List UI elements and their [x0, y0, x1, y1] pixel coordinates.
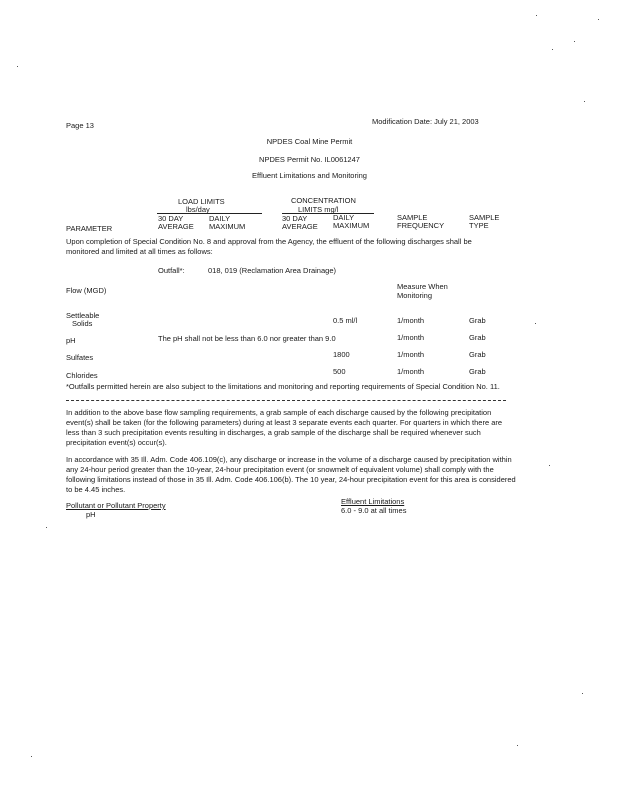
- col-load-daily-line1: DAILY: [209, 214, 231, 223]
- section-subtitle: Effluent Limitations and Monitoring: [252, 171, 367, 180]
- intro-text: Upon completion of Special Condition No. 8 and approval from the Agency, the effluent of the following discharges shall be monitored and limited at all times as follows:: [66, 237, 472, 256]
- outfall-label: Outfall*:: [158, 266, 185, 275]
- outfall-footnote: *Outfalls permitted herein are also subject to the limitations and monitoring and reporting requirements of Special Condition No. 11.: [66, 382, 500, 391]
- col-load-30day-line1: 30 DAY: [158, 214, 184, 223]
- row-settleable-param-line1: Settleable: [66, 311, 100, 320]
- row-sulfates-freq: 1/month: [397, 350, 425, 359]
- col-conc-daily-line2: MAXIMUM: [333, 221, 370, 230]
- row-ph-freq: 1/month: [397, 333, 425, 342]
- row-chlorides-type: Grab: [469, 367, 486, 376]
- row-chlorides-freq: 1/month: [397, 367, 425, 376]
- permit-number: NPDES Permit No. IL0061247: [259, 155, 360, 164]
- col-load-daily-line2: MAXIMUM: [209, 222, 246, 231]
- effluent-limitations-value: 6.0 - 9.0 at all times: [341, 506, 407, 515]
- outfall-value: 018, 019 (Reclamation Area Drainage): [208, 266, 336, 275]
- effluent-limitations-header: Effluent Limitations: [341, 497, 405, 506]
- row-ph-note: The pH shall not be less than 6.0 nor greater than 9.0: [158, 334, 336, 343]
- row-settleable-daily-max: 0.5 ml/l: [333, 316, 358, 325]
- section-divider: [66, 400, 506, 401]
- pollutant-header: Pollutant or Pollutant Property: [66, 501, 166, 510]
- modification-date: Modification Date: July 21, 2003: [372, 117, 479, 126]
- load-limits-heading: LOAD LIMITS: [178, 197, 225, 206]
- col-freq-line1: SAMPLE: [397, 213, 428, 222]
- col-conc-daily-line1: DAILY: [333, 213, 355, 222]
- row-settleable-param-line2: Solids: [72, 319, 93, 328]
- col-type-line2: TYPE: [469, 221, 489, 230]
- row-flow-freq-line2: Monitoring: [397, 291, 433, 300]
- row-sulfates-param: Sulfates: [66, 353, 94, 362]
- col-type-line1: SAMPLE: [469, 213, 500, 222]
- col-conc-30day-line1: 30 DAY: [282, 214, 308, 223]
- row-settleable-type: Grab: [469, 316, 486, 325]
- precipitation-event-paragraph: In accordance with 35 Ill. Adm. Code 406.109(c), any discharge or increase in the volume of a discharge caused by precipitation within any 24-hour period greater than the 10-year, 24-hour precipitation event (or snowmelt of equivalent volume) shall comply with the following limitations instead of those in 35 Ill. Adm. Code 406.106(b). The 10 year, 24-hour precipitation event for this area is considered to be 4.45 inches.: [66, 455, 516, 494]
- permit-title: NPDES Coal Mine Permit: [266, 137, 353, 146]
- row-flow-freq-line1: Measure When: [397, 282, 448, 291]
- row-sulfates-type: Grab: [469, 350, 486, 359]
- col-freq-line2: FREQUENCY: [397, 221, 445, 230]
- row-settleable-freq: 1/month: [397, 316, 425, 325]
- row-flow-param: Flow (MGD): [66, 286, 107, 295]
- concentration-heading: CONCENTRATION: [291, 196, 356, 205]
- col-parameter: PARAMETER: [66, 224, 113, 233]
- col-conc-30day-line2: AVERAGE: [282, 222, 318, 231]
- concentration-units: LIMITS mg/l: [298, 205, 339, 214]
- row-sulfates-daily-max: 1800: [333, 350, 350, 359]
- row-chlorides-param: Chlorides: [66, 371, 98, 380]
- load-limits-units: lbs/day: [186, 205, 210, 214]
- row-chlorides-daily-max: 500: [333, 367, 346, 376]
- row-ph-param: pH: [66, 336, 76, 345]
- col-load-30day-line2: AVERAGE: [158, 222, 194, 231]
- pollutant-value: pH: [86, 510, 96, 519]
- precipitation-sampling-paragraph: In addition to the above base flow sampling requirements, a grab sample of each discharge caused by the following precipitation event(s) shall be taken (for the following parameters) during at least 3 separate events each quarter. For quarters in which there are less than 3 such precipitation events resulting in discharges, a grab sample of the discharge shall be required whenever such precipitation event(s) occur(s).: [66, 408, 503, 447]
- row-ph-type: Grab: [469, 333, 486, 342]
- page-number: Page 13: [66, 121, 94, 130]
